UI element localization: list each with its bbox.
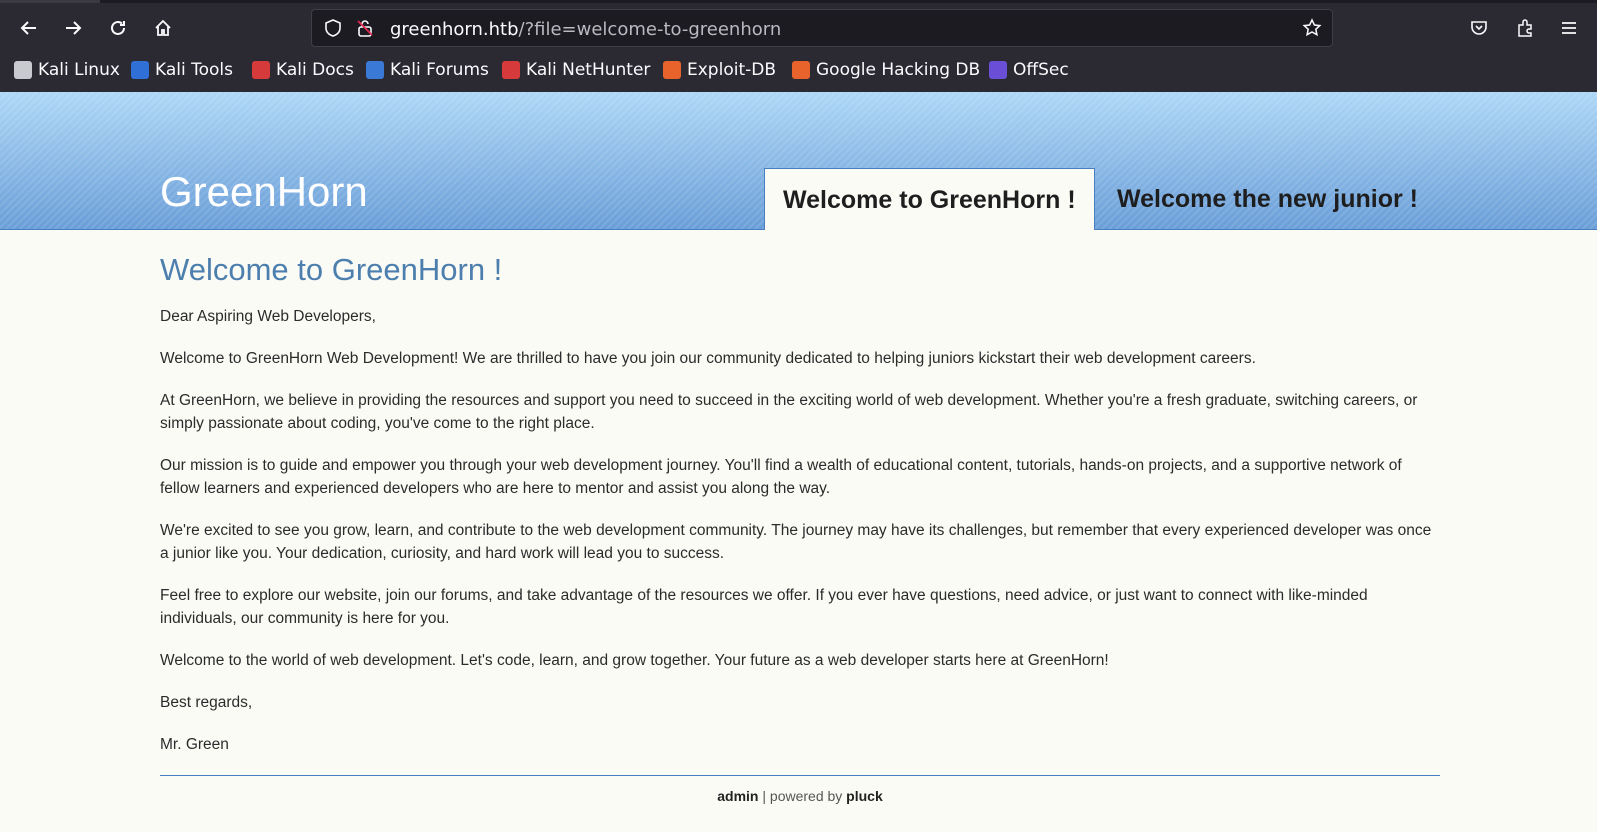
site-header: [0, 92, 1597, 230]
paragraph: Welcome to GreenHorn Web Development! We are thrilled to have you join our community dedicated to helping juniors kickstart their web development careers.: [160, 350, 1256, 367]
page-title: Welcome to GreenHorn !: [160, 252, 503, 287]
bookmark-kali-docs[interactable]: [252, 60, 354, 80]
site-title[interactable]: GreenHorn: [160, 168, 368, 215]
active-tab-indicator[interactable]: [0, 0, 100, 3]
bookmark-label: Kali Tools: [155, 60, 233, 80]
footer-separator: | powered by: [762, 788, 843, 804]
kali-docs-icon: [252, 61, 270, 79]
back-arrow-icon[interactable]: [13, 12, 45, 44]
nav-bar: [0, 6, 1597, 50]
reload-icon[interactable]: [102, 12, 134, 44]
signature: Mr. Green: [160, 736, 229, 753]
bookmark-label: OffSec: [1013, 60, 1069, 80]
tab-strip: [0, 0, 1597, 3]
bookmark-label: Kali Docs: [276, 60, 354, 80]
browser-chrome: [0, 0, 1597, 92]
paragraph: Feel free to explore our website, join our forums, and take advantage of the resources we offer. If you ever have questions, need advice, or just want to connect with like-minded individuals, our community is here for you.: [160, 587, 1368, 627]
shield-icon[interactable]: [324, 19, 342, 37]
paragraph: We're excited to see you grow, learn, and contribute to the web development community. The journey may have its challenges, but remember that every experienced developer was once a junior like you. Your dedication, curiosity, and hard work will lead you to success.: [160, 522, 1432, 562]
bookmark-label: Kali NetHunter: [526, 60, 651, 80]
offsec-icon: [989, 61, 1007, 79]
nav-tab-welcome-greenhorn[interactable]: Welcome to GreenHorn !: [764, 168, 1095, 230]
bookmark-kali-nethunter[interactable]: [502, 60, 650, 80]
bookmark-kali-tools[interactable]: [131, 60, 233, 80]
exploit-db-icon: [663, 61, 681, 79]
pluck-link[interactable]: pluck: [846, 788, 883, 804]
pocket-icon[interactable]: [1463, 12, 1495, 44]
bookmark-label: Kali Linux: [38, 60, 120, 80]
paragraph: Best regards,: [160, 694, 253, 711]
bookmark-label: Kali Forums: [390, 60, 489, 80]
url-host: greenhorn.htb: [390, 19, 519, 40]
bookmark-exploit-db[interactable]: [663, 60, 776, 80]
paragraph: At GreenHorn, we believe in providing the resources and support you need to succeed in the exciting world of web development. Whether you're a fresh graduate, switching careers, or simply passionate about coding, you've come to the right place.: [160, 392, 1418, 432]
page-content: [160, 252, 1440, 756]
paragraph: Dear Aspiring Web Developers,: [160, 308, 376, 325]
bookmark-kali-forums[interactable]: [366, 60, 489, 80]
kali-nethunter-icon: [502, 61, 520, 79]
google-hacking-db-icon: [792, 61, 810, 79]
kali-dragon-icon: [14, 61, 32, 79]
home-icon[interactable]: [147, 12, 179, 44]
menu-icon[interactable]: [1553, 12, 1585, 44]
admin-link[interactable]: admin: [717, 788, 759, 804]
insecure-lock-icon[interactable]: [356, 19, 374, 37]
kali-forums-icon: [366, 61, 384, 79]
paragraph: Welcome to the world of web development. Let's code, learn, and grow together. Your future as a web developer starts here at GreenHorn!: [160, 652, 1109, 669]
bookmark-label: Google Hacking DB: [816, 60, 981, 80]
kali-tools-icon: [131, 61, 149, 79]
bookmark-star-icon[interactable]: [1302, 18, 1322, 38]
paragraph: Our mission is to guide and empower you through your web development journey. You'll find a wealth of educational content, tutorials, hands-on projects, and a supportive network of fellow learners and experienced developers who are here to mentor and assist you along the way.: [160, 457, 1402, 497]
url-path: /?file=welcome-to-greenhorn: [518, 19, 782, 40]
bookmark-kali-linux[interactable]: [14, 60, 120, 80]
bookmark-label: Exploit-DB: [687, 60, 776, 80]
bookmark-offsec[interactable]: [989, 60, 1069, 80]
url-bar[interactable]: [311, 9, 1333, 47]
bookmark-google-hacking-db[interactable]: [792, 60, 980, 80]
forward-arrow-icon[interactable]: [57, 12, 89, 44]
url-text[interactable]: [390, 19, 781, 40]
bookmarks-toolbar: [0, 56, 1597, 88]
nav-tab-welcome-junior[interactable]: Welcome the new junior !: [1117, 185, 1418, 213]
extensions-icon[interactable]: [1509, 12, 1541, 44]
page-footer: [160, 775, 1440, 804]
